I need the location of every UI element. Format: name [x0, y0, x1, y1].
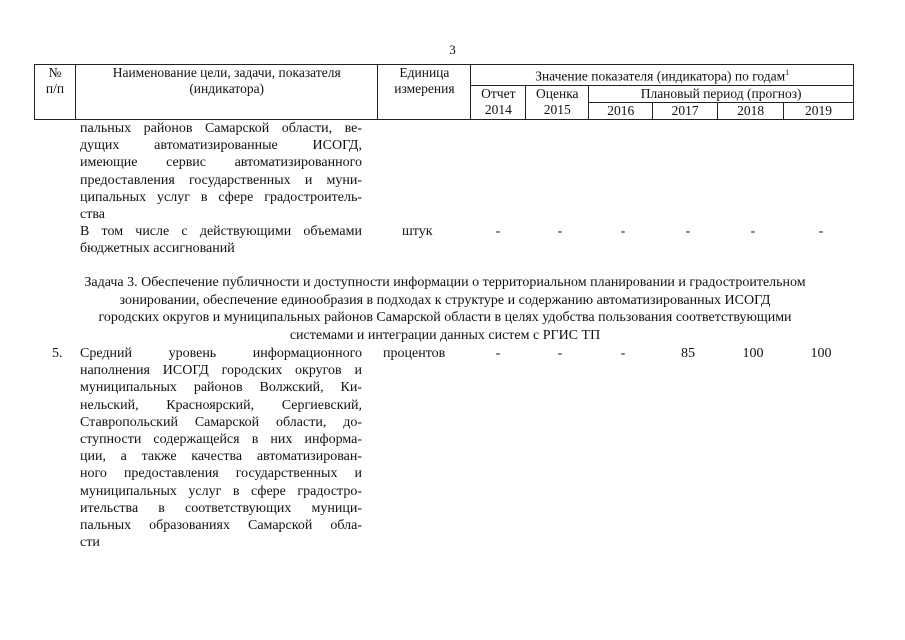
row-5-value-2018: 100 — [742, 346, 764, 361]
header-year-2016: 2016 — [589, 102, 653, 119]
row-5-value-2014: - — [495, 346, 501, 361]
header-unit-column: Единица измерения — [378, 65, 471, 120]
subrow-value-2018: - — [750, 224, 756, 239]
row-5-text: Средний уровень информационного наполнения ИСОГД городских округов и муниципальных районов Волжский, Ки- нельский, Красноярский, Сергиевский, Ставропольский Самарской области, до- ступности содержащейся в них информа- ции, а также качества автоматизирован- ного предоставления государственных и муниципальных услуг в сфере градостро- ительства в соответствующих муници- пальных образованиях Самарской обла- сти — [80, 346, 362, 551]
header-name-column: Наименование цели, задачи, показателя (индикатора) — [75, 65, 378, 120]
subrow-value-2015: - — [557, 224, 563, 239]
subrow-value-2019: - — [818, 224, 824, 239]
page-number: 3 — [449, 42, 456, 57]
row-5-value-2017: 85 — [681, 346, 695, 361]
row-5-value-2015: - — [557, 346, 563, 361]
task-3-heading: Задача 3. Обеспечение публичности и доступности информации о территориальном планировании и градостроительном зонировании, обеспечение единообразия в подходах к структуре и содержанию автоматизированных ИСОГД городских округов и муниципальных районов Самарской области в целях удобства пользования соответствующими системами и интеграции данных систем с РГИС ТП — [84, 275, 806, 343]
header-values-group: Значение показателя (индикатора) по годам$^1$ — [471, 65, 854, 86]
header-year-2018: 2018 — [718, 102, 784, 119]
subrow-value-2017: - — [685, 224, 691, 239]
header-year-2019: 2019 — [784, 102, 854, 119]
row-5-value-2016: - — [620, 346, 626, 361]
continued-row-text: пальных районов Самарской области, ве- дущих автоматизированные ИСОГД, имеющие сервис автоматизированного предоставления государственных и муни- ципальных услуг в сфере градостроитель- ства — [80, 121, 362, 223]
header-number-column: № п/п — [35, 65, 76, 120]
subrow-unit: штук — [402, 224, 433, 239]
subrow-value-2014: - — [495, 224, 501, 239]
subrow-value-2016: - — [620, 224, 626, 239]
table-header — [34, 64, 854, 120]
header-year-2017: 2017 — [653, 102, 718, 119]
row-5-value-2019: 100 — [810, 346, 832, 361]
subrow-text: В том числе с действующими объемами бюджетных ассигнований — [80, 224, 362, 257]
header-report: Отчет 2014 — [471, 85, 526, 119]
row-5-unit: процентов — [383, 346, 446, 361]
row-5-number: 5. — [52, 346, 63, 361]
header-estimate: Оценка 2015 — [526, 85, 589, 119]
header-plan-period: Плановый период (прогноз) — [589, 85, 854, 102]
